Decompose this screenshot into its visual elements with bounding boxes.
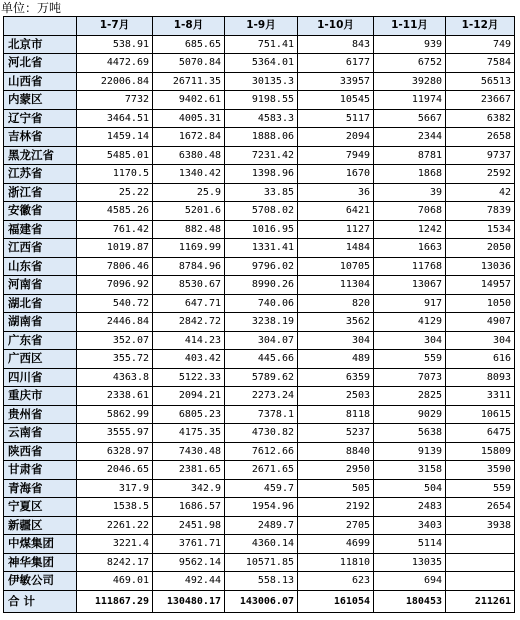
value-cell: 13035	[374, 553, 446, 572]
region-name: 四川省	[4, 368, 77, 387]
value-cell: 2050	[446, 239, 515, 258]
value-cell: 7839	[446, 202, 515, 221]
value-cell: 9198.55	[225, 91, 298, 110]
value-cell: 4583.3	[225, 109, 298, 128]
region-name: 黑龙江省	[4, 146, 77, 165]
col-header: 1-11月	[374, 17, 446, 36]
table-row	[4, 442, 515, 461]
region-name: 河南省	[4, 276, 77, 295]
value-cell: 26711.35	[153, 72, 225, 91]
region-name: 甘肃省	[4, 461, 77, 480]
value-cell: 6177	[298, 54, 374, 73]
value-cell: 11810	[298, 553, 374, 572]
value-cell: 5789.62	[225, 368, 298, 387]
value-cell: 1170.5	[77, 165, 153, 184]
value-cell: 6475	[446, 424, 515, 443]
table-row	[4, 368, 515, 387]
table-row	[4, 387, 515, 406]
value-cell: 352.07	[77, 331, 153, 350]
value-cell: 2842.72	[153, 313, 225, 332]
value-cell: 39	[374, 183, 446, 202]
value-cell: 2451.98	[153, 516, 225, 535]
value-cell: 7068	[374, 202, 446, 221]
value-cell: 1672.84	[153, 128, 225, 147]
table-row	[4, 516, 515, 535]
value-cell: 751.41	[225, 35, 298, 54]
value-cell: 3938	[446, 516, 515, 535]
value-cell: 33.85	[225, 183, 298, 202]
value-cell: 2446.84	[77, 313, 153, 332]
value-cell: 2338.61	[77, 387, 153, 406]
value-cell: 15809	[446, 442, 515, 461]
region-name: 新疆区	[4, 516, 77, 535]
value-cell: 647.71	[153, 294, 225, 313]
value-cell: 3761.71	[153, 535, 225, 554]
value-cell: 685.65	[153, 35, 225, 54]
value-cell: 33957	[298, 72, 374, 91]
value-cell: 5638	[374, 424, 446, 443]
value-cell: 6359	[298, 368, 374, 387]
value-cell: 9139	[374, 442, 446, 461]
region-name: 湖南省	[4, 313, 77, 332]
region-name: 重庆市	[4, 387, 77, 406]
table-row	[4, 128, 515, 147]
table-row	[4, 109, 515, 128]
unit-label: 单位：万吨	[1, 1, 62, 15]
value-cell: 2483	[374, 498, 446, 517]
value-cell: 2261.22	[77, 516, 153, 535]
value-cell: 2671.65	[225, 461, 298, 480]
value-cell: 505	[298, 479, 374, 498]
value-cell: 5070.84	[153, 54, 225, 73]
value-cell: 538.91	[77, 35, 153, 54]
table-row	[4, 239, 515, 258]
value-cell: 623	[298, 572, 374, 591]
value-cell: 7430.48	[153, 442, 225, 461]
value-cell: 30135.3	[225, 72, 298, 91]
value-cell: 8118	[298, 405, 374, 424]
value-cell: 5237	[298, 424, 374, 443]
value-cell: 9029	[374, 405, 446, 424]
value-cell: 3562	[298, 313, 374, 332]
value-cell: 355.72	[77, 350, 153, 369]
value-cell: 492.44	[153, 572, 225, 591]
value-cell: 9562.14	[153, 553, 225, 572]
value-cell: 5708.02	[225, 202, 298, 221]
table-row	[4, 276, 515, 295]
total-cell: 111867.29	[77, 590, 153, 612]
region-name: 吉林省	[4, 128, 77, 147]
value-cell: 2192	[298, 498, 374, 517]
value-cell: 3590	[446, 461, 515, 480]
region-name: 山西省	[4, 72, 77, 91]
value-cell: 7231.42	[225, 146, 298, 165]
value-cell: 10705	[298, 257, 374, 276]
value-cell: 9796.02	[225, 257, 298, 276]
total-row	[4, 590, 515, 612]
region-name: 湖北省	[4, 294, 77, 313]
value-cell: 4730.82	[225, 424, 298, 443]
value-cell: 843	[298, 35, 374, 54]
value-cell: 1484	[298, 239, 374, 258]
value-cell: 2273.24	[225, 387, 298, 406]
value-cell: 2592	[446, 165, 515, 184]
value-cell: 39280	[374, 72, 446, 91]
value-cell: 11768	[374, 257, 446, 276]
value-cell: 11974	[374, 91, 446, 110]
region-name: 伊敏公司	[4, 572, 77, 591]
table-row	[4, 331, 515, 350]
total-cell: 130480.17	[153, 590, 225, 612]
value-cell: 9402.61	[153, 91, 225, 110]
table-row	[4, 146, 515, 165]
col-header: 1-7月	[77, 17, 153, 36]
value-cell: 13036	[446, 257, 515, 276]
value-cell: 403.42	[153, 350, 225, 369]
value-cell: 459.7	[225, 479, 298, 498]
value-cell: 8242.17	[77, 553, 153, 572]
value-cell: 5485.01	[77, 146, 153, 165]
value-cell: 11304	[298, 276, 374, 295]
table-row	[4, 424, 515, 443]
table-row	[4, 313, 515, 332]
table-row	[4, 498, 515, 517]
table-row	[4, 202, 515, 221]
value-cell: 304	[446, 331, 515, 350]
value-cell: 25.9	[153, 183, 225, 202]
value-cell: 22006.84	[77, 72, 153, 91]
value-cell: 445.66	[225, 350, 298, 369]
value-cell: 489	[298, 350, 374, 369]
table-row	[4, 257, 515, 276]
value-cell: 4129	[374, 313, 446, 332]
value-cell: 1398.96	[225, 165, 298, 184]
value-cell: 6421	[298, 202, 374, 221]
value-cell: 2654	[446, 498, 515, 517]
table-row	[4, 165, 515, 184]
table-row	[4, 183, 515, 202]
value-cell: 14957	[446, 276, 515, 295]
value-cell: 3311	[446, 387, 515, 406]
table-row	[4, 461, 515, 480]
value-cell: 7612.66	[225, 442, 298, 461]
value-cell: 7949	[298, 146, 374, 165]
value-cell: 3555.97	[77, 424, 153, 443]
value-cell: 2094	[298, 128, 374, 147]
value-cell: 1050	[446, 294, 515, 313]
value-cell: 10615	[446, 405, 515, 424]
value-cell: 6752	[374, 54, 446, 73]
region-name: 广西区	[4, 350, 77, 369]
value-cell: 2503	[298, 387, 374, 406]
value-cell: 414.23	[153, 331, 225, 350]
value-cell	[446, 572, 515, 591]
value-cell: 7378.1	[225, 405, 298, 424]
table-row	[4, 405, 515, 424]
value-cell: 2658	[446, 128, 515, 147]
value-cell: 3403	[374, 516, 446, 535]
table-row	[4, 553, 515, 572]
value-cell: 559	[446, 479, 515, 498]
region-name: 神华集团	[4, 553, 77, 572]
value-cell: 504	[374, 479, 446, 498]
value-cell: 4585.26	[77, 202, 153, 221]
value-cell: 4363.8	[77, 368, 153, 387]
value-cell: 1686.57	[153, 498, 225, 517]
region-name: 辽宁省	[4, 109, 77, 128]
region-name: 北京市	[4, 35, 77, 54]
value-cell: 1340.42	[153, 165, 225, 184]
region-name: 河北省	[4, 54, 77, 73]
table-row	[4, 35, 515, 54]
value-cell: 304.07	[225, 331, 298, 350]
region-name: 山东省	[4, 257, 77, 276]
value-cell: 1663	[374, 239, 446, 258]
value-cell: 7806.46	[77, 257, 153, 276]
region-name: 江西省	[4, 239, 77, 258]
total-label: 合 计	[4, 590, 77, 612]
value-cell: 761.42	[77, 220, 153, 239]
value-cell: 9737	[446, 146, 515, 165]
value-cell: 616	[446, 350, 515, 369]
value-cell: 540.72	[77, 294, 153, 313]
value-cell: 2489.7	[225, 516, 298, 535]
value-cell: 749	[446, 35, 515, 54]
total-cell: 161054	[298, 590, 374, 612]
table-row	[4, 572, 515, 591]
value-cell: 1670	[298, 165, 374, 184]
value-cell: 3158	[374, 461, 446, 480]
value-cell: 559	[374, 350, 446, 369]
value-cell: 3221.4	[77, 535, 153, 554]
value-cell: 2705	[298, 516, 374, 535]
value-cell: 4907	[446, 313, 515, 332]
value-cell: 23667	[446, 91, 515, 110]
value-cell: 6805.23	[153, 405, 225, 424]
value-cell: 5114	[374, 535, 446, 554]
value-cell: 42	[446, 183, 515, 202]
value-cell	[446, 535, 515, 554]
value-cell: 1019.87	[77, 239, 153, 258]
value-cell: 2344	[374, 128, 446, 147]
value-cell: 6380.48	[153, 146, 225, 165]
value-cell: 2950	[298, 461, 374, 480]
value-cell: 8990.26	[225, 276, 298, 295]
value-cell: 5117	[298, 109, 374, 128]
value-cell: 939	[374, 35, 446, 54]
value-cell: 820	[298, 294, 374, 313]
value-cell: 10571.85	[225, 553, 298, 572]
value-cell: 304	[298, 331, 374, 350]
value-cell	[446, 553, 515, 572]
production-table	[3, 16, 515, 613]
value-cell: 8781	[374, 146, 446, 165]
value-cell: 6382	[446, 109, 515, 128]
value-cell: 304	[374, 331, 446, 350]
table-row	[4, 535, 515, 554]
region-name: 贵州省	[4, 405, 77, 424]
total-cell: 180453	[374, 590, 446, 612]
value-cell: 2094.21	[153, 387, 225, 406]
value-cell: 7073	[374, 368, 446, 387]
value-cell: 342.9	[153, 479, 225, 498]
region-name: 广东省	[4, 331, 77, 350]
value-cell: 8840	[298, 442, 374, 461]
value-cell: 8784.96	[153, 257, 225, 276]
region-name: 中煤集团	[4, 535, 77, 554]
value-cell: 1888.06	[225, 128, 298, 147]
value-cell: 8093	[446, 368, 515, 387]
value-cell: 13067	[374, 276, 446, 295]
value-cell: 6328.97	[77, 442, 153, 461]
region-name: 浙江省	[4, 183, 77, 202]
value-cell: 1127	[298, 220, 374, 239]
value-cell: 882.48	[153, 220, 225, 239]
value-cell: 36	[298, 183, 374, 202]
region-name: 青海省	[4, 479, 77, 498]
header-corner	[4, 17, 77, 36]
value-cell: 25.22	[77, 183, 153, 202]
value-cell: 5122.33	[153, 368, 225, 387]
value-cell: 740.06	[225, 294, 298, 313]
value-cell: 469.01	[77, 572, 153, 591]
value-cell: 1242	[374, 220, 446, 239]
value-cell: 1331.41	[225, 239, 298, 258]
region-name: 福建省	[4, 220, 77, 239]
value-cell: 1169.99	[153, 239, 225, 258]
value-cell: 5667	[374, 109, 446, 128]
table-row	[4, 294, 515, 313]
region-name: 内蒙区	[4, 91, 77, 110]
table-row	[4, 54, 515, 73]
value-cell: 3464.51	[77, 109, 153, 128]
value-cell: 3238.19	[225, 313, 298, 332]
value-cell: 5364.01	[225, 54, 298, 73]
table-row	[4, 91, 515, 110]
value-cell: 10545	[298, 91, 374, 110]
col-header: 1-8月	[153, 17, 225, 36]
col-header: 1-10月	[298, 17, 374, 36]
value-cell: 1868	[374, 165, 446, 184]
value-cell: 4175.35	[153, 424, 225, 443]
region-name: 陕西省	[4, 442, 77, 461]
value-cell: 5862.99	[77, 405, 153, 424]
total-cell: 143006.07	[225, 590, 298, 612]
region-name: 安徽省	[4, 202, 77, 221]
value-cell: 694	[374, 572, 446, 591]
value-cell: 2825	[374, 387, 446, 406]
col-header: 1-12月	[446, 17, 515, 36]
value-cell: 1954.96	[225, 498, 298, 517]
value-cell: 558.13	[225, 572, 298, 591]
value-cell: 2381.65	[153, 461, 225, 480]
value-cell: 1534	[446, 220, 515, 239]
value-cell: 317.9	[77, 479, 153, 498]
total-cell: 211261	[446, 590, 515, 612]
table-row	[4, 220, 515, 239]
region-name: 宁夏区	[4, 498, 77, 517]
region-name: 江苏省	[4, 165, 77, 184]
col-header: 1-9月	[225, 17, 298, 36]
value-cell: 4360.14	[225, 535, 298, 554]
table-row	[4, 72, 515, 91]
value-cell: 1016.95	[225, 220, 298, 239]
value-cell: 5201.6	[153, 202, 225, 221]
region-name: 云南省	[4, 424, 77, 443]
value-cell: 7584	[446, 54, 515, 73]
value-cell: 7732	[77, 91, 153, 110]
value-cell: 8530.67	[153, 276, 225, 295]
value-cell: 56513	[446, 72, 515, 91]
value-cell: 917	[374, 294, 446, 313]
value-cell: 4472.69	[77, 54, 153, 73]
value-cell: 4699	[298, 535, 374, 554]
table-row	[4, 479, 515, 498]
value-cell: 1459.14	[77, 128, 153, 147]
value-cell: 1538.5	[77, 498, 153, 517]
value-cell: 7096.92	[77, 276, 153, 295]
value-cell: 2046.65	[77, 461, 153, 480]
value-cell: 4005.31	[153, 109, 225, 128]
table-row	[4, 350, 515, 369]
header-row	[4, 17, 515, 36]
